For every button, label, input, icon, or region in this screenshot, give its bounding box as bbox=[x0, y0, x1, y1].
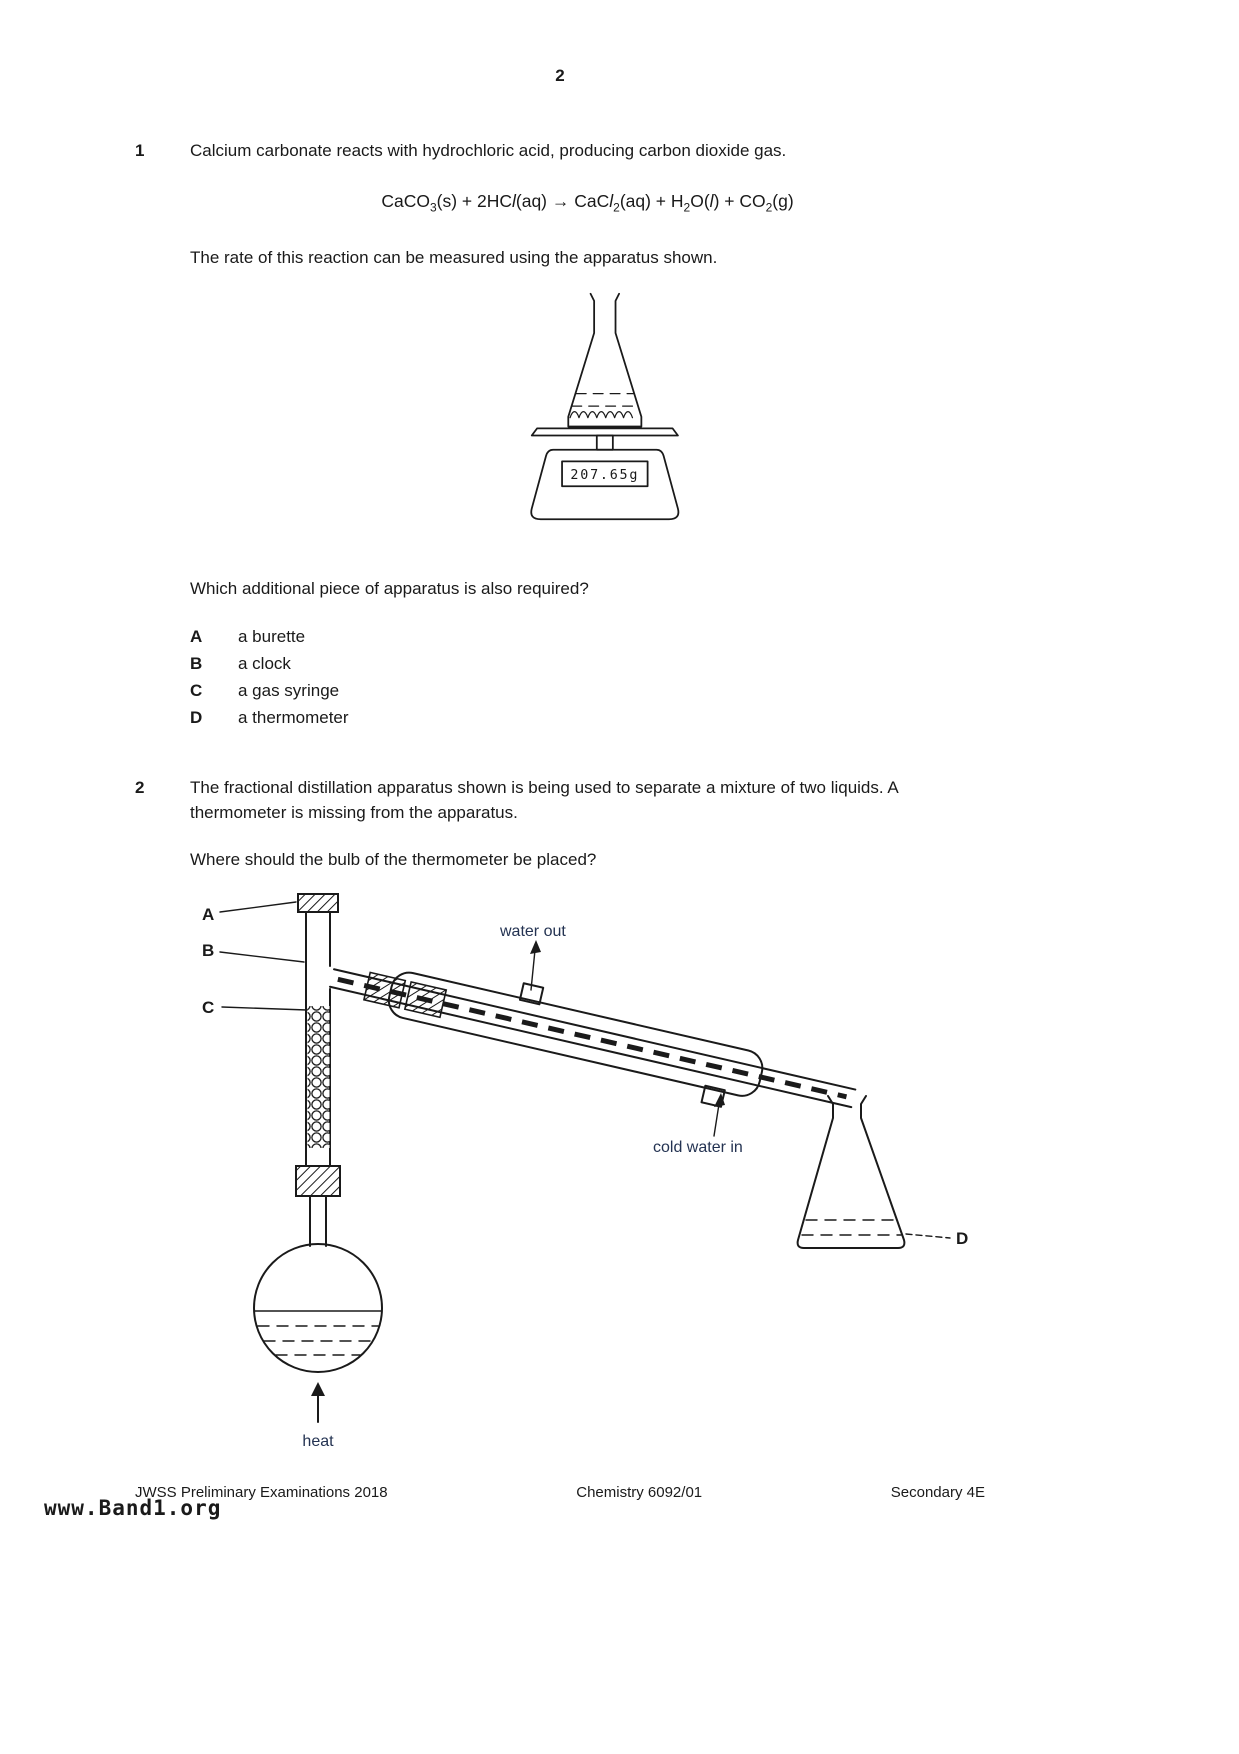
round-bottom-flask bbox=[254, 1244, 382, 1372]
question-2-number: 2 bbox=[135, 777, 145, 797]
question-1-body bbox=[190, 138, 985, 731]
heat-label: heat bbox=[302, 1432, 334, 1450]
balance-stem bbox=[597, 435, 613, 449]
ground-glass-joint bbox=[405, 981, 446, 1016]
label-b: B bbox=[202, 940, 215, 960]
option-a-letter: A bbox=[190, 626, 203, 646]
watermark-url: www.Band1.org bbox=[44, 1496, 222, 1520]
option-a bbox=[190, 623, 985, 650]
footer-exam-name: JWSS Preliminary Examinations 2018 bbox=[135, 1484, 388, 1501]
footer-subject-code: Chemistry 6092/01 bbox=[576, 1484, 703, 1501]
question-2-question: Where should the bulb of the thermometer be placed? bbox=[190, 849, 597, 869]
option-a-text: a burette bbox=[238, 626, 306, 646]
label-c-leader bbox=[222, 1007, 307, 1010]
question-1-options bbox=[190, 623, 985, 731]
balance-body bbox=[531, 449, 678, 519]
option-c bbox=[190, 677, 985, 704]
fractional-distillation-diagram bbox=[190, 890, 990, 1470]
option-b-letter: B bbox=[190, 653, 203, 673]
balance-reading: 207.65g bbox=[570, 467, 640, 483]
option-d bbox=[190, 704, 985, 731]
balance-pan bbox=[532, 428, 678, 435]
label-d-leader bbox=[906, 1234, 950, 1238]
question-1-question: Which additional piece of apparatus is also required? bbox=[190, 578, 589, 598]
question-1-intro: Calcium carbonate reacts with hydrochloric acid, producing carbon dioxide gas. bbox=[190, 141, 787, 160]
solid-reactant-squiggle bbox=[570, 411, 632, 417]
label-b-leader bbox=[220, 952, 304, 962]
flask-balance-svg bbox=[505, 292, 710, 546]
question-2-intro: The fractional distillation apparatus shown is being used to separate a mixture of two liquids. A thermometer is missing from the apparatus. bbox=[190, 777, 898, 822]
option-d-text: a thermometer bbox=[238, 707, 349, 727]
question-1-apparatus-note: The rate of this reaction can be measured using the apparatus shown. bbox=[190, 247, 718, 267]
page-footer bbox=[135, 1484, 985, 1501]
water-out-arrowhead bbox=[530, 940, 541, 954]
column-stopper bbox=[298, 894, 338, 912]
cold-water-in-label: cold water in bbox=[653, 1138, 743, 1156]
ground-glass-joint bbox=[364, 972, 405, 1007]
flask-on-balance-diagram bbox=[505, 292, 710, 546]
distillation-svg bbox=[190, 890, 990, 1470]
heat-arrowhead bbox=[311, 1382, 325, 1396]
receiving-flask bbox=[798, 1096, 905, 1248]
cold-water-in-arrow bbox=[714, 1104, 719, 1136]
water-out-arrow bbox=[531, 950, 535, 990]
option-c-text: a gas syringe bbox=[238, 680, 340, 700]
option-d-letter: D bbox=[190, 707, 203, 727]
question-2-body bbox=[190, 775, 990, 1470]
question-1 bbox=[135, 138, 985, 731]
flask-joint bbox=[296, 1166, 340, 1196]
chemical-equation: CaCO$_3$(s) + 2HCl(aq) → CaCl$_2$(aq) + $H_2O(l) + CO_2(g)$ bbox=[381, 191, 794, 215]
option-c-letter: C bbox=[190, 680, 203, 700]
label-a-leader bbox=[220, 902, 296, 912]
condenser-group bbox=[323, 940, 861, 1134]
page-number: 2 bbox=[555, 66, 565, 85]
page-content bbox=[135, 0, 985, 1470]
question-2 bbox=[135, 775, 985, 1470]
option-b bbox=[190, 650, 985, 677]
label-d: D bbox=[956, 1228, 969, 1248]
footer-level: Secondary 4E bbox=[890, 1484, 985, 1501]
question-1-number: 1 bbox=[135, 141, 145, 160]
option-b-text: a clock bbox=[238, 653, 291, 673]
column-beads bbox=[308, 1006, 330, 1148]
label-a: A bbox=[202, 904, 215, 924]
water-out-label: water out bbox=[500, 922, 566, 940]
label-c: C bbox=[202, 997, 215, 1017]
